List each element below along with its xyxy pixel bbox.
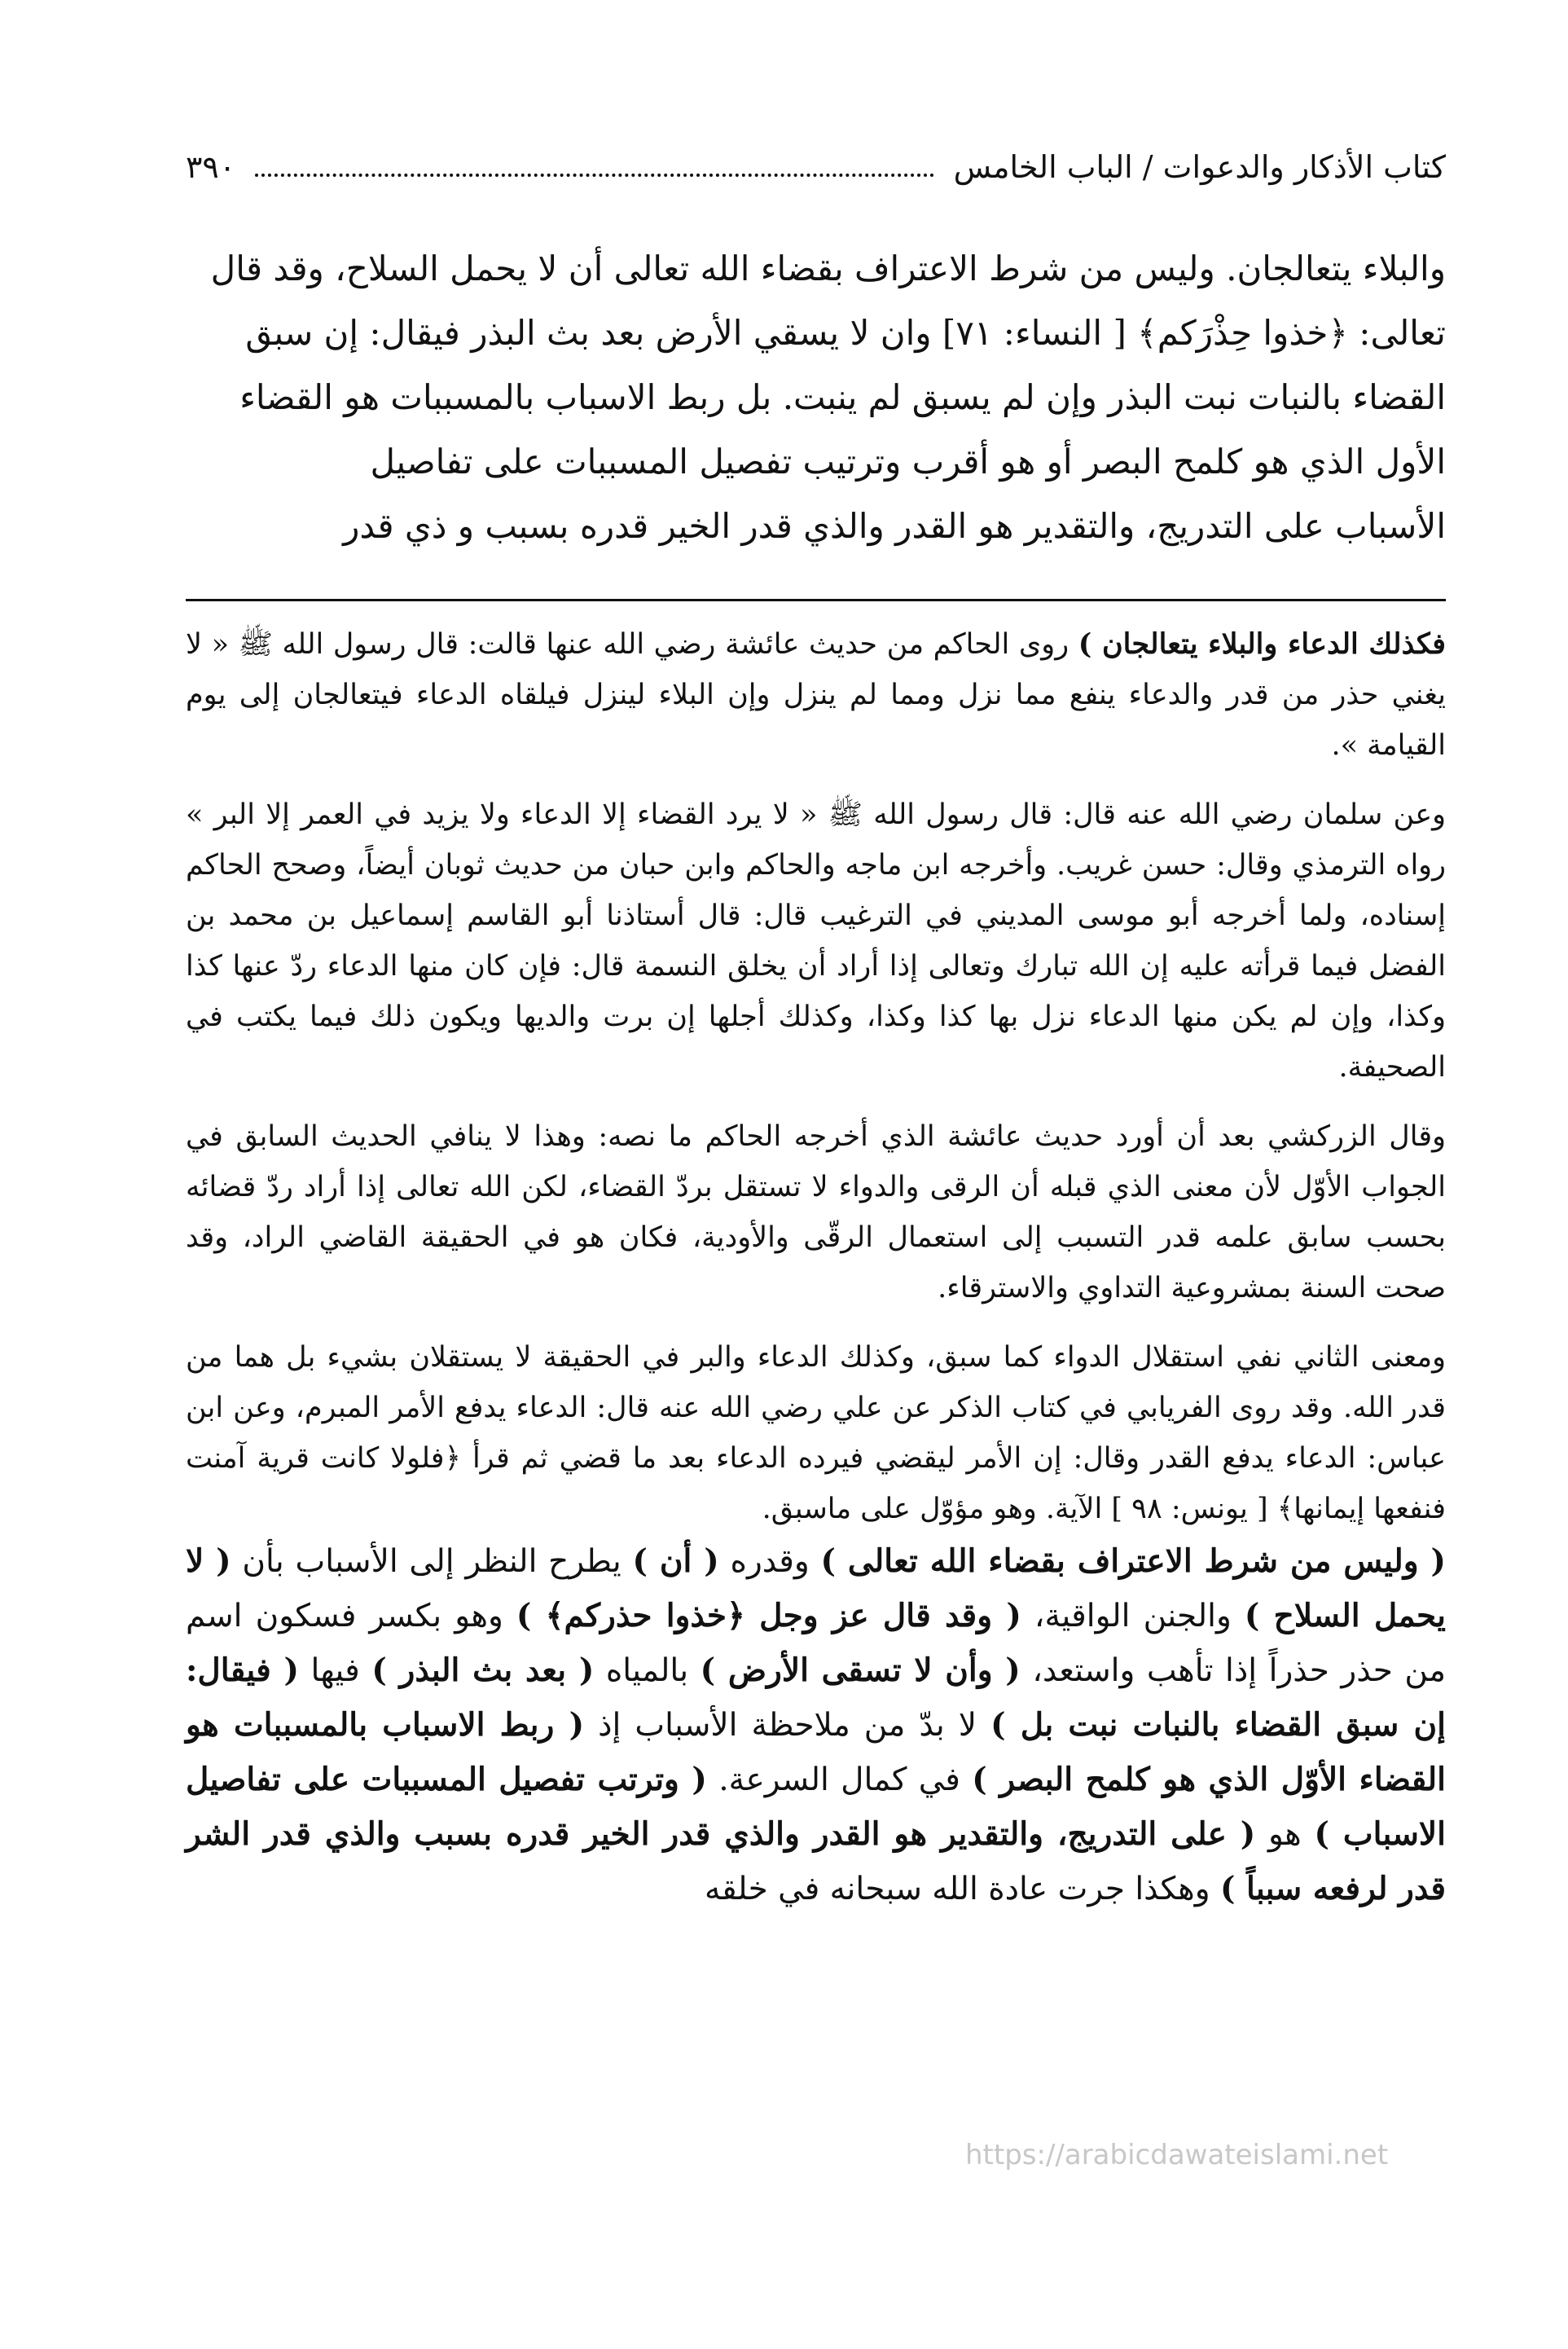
- commentary-note-paragraph: [186, 1534, 1446, 1916]
- explanatory-text: وهو بكسر فسكون اسم من حذر حذراً إذا تأهب واستعد،: [186, 1598, 1446, 1689]
- main-text-line: القضاء بالنبات نبت البذر وإن لم يسبق لم ينبت. بل ربط الاسباب بالمسببات هو القضاء: [239, 377, 1446, 417]
- running-title: كتاب الأذكار والدعوات / الباب الخامس: [953, 149, 1446, 185]
- second-meaning-paragraph: ومعنى الثاني نفي استقلال الدواء كما سبق، وكذلك الدعاء والبر في الحقيقة لا يستقلان بشيء بل هما من قدر الله. وقد روى الفريابي في كتاب الذكر عن علي رضي الله عنه قال: الدعاء يدفع الأمر المبرم، وعن ابن عباس: الدعاء يدفع القدر وقال: إن الأمر ليقضي فيرده الدعاء بعد ما قضي ثم قرأ ﴿فلولا كانت قرية آمنت فنفعها إيمانها﴾ [ يونس: ٩٨ ] الآية. وهو مؤوّل على ماسبق.: [186, 1341, 1446, 1525]
- main-text: [187, 236, 1446, 558]
- explanatory-text: لا بدّ من ملاحظة الأسباب إذ: [584, 1707, 977, 1744]
- explanatory-text: والجنن الواقية،: [1021, 1598, 1232, 1634]
- hadith-salman-paragraph: وعن سلمان رضي الله عنه قال: قال رسول الله ﷺ « لا يرد القضاء إلا الدعاء ولا يزيد في العمر إلا البر » رواه الترمذي وقال: حسن غريب. وأخرجه ابن ماجه والحاكم وابن حبان من حديث ثوبان أيضاً، وصحح الحاكم إسناده، ولما أخرجه أبو موسى المديني في الترغيب قال: قال أستاذنا أبو القاسم إسماعيل بن محمد بن الفضل فيما قرأته عليه إن الله تبارك وتعالى إذا أراد أن يخلق النسمة قال: فإن كان منها الدعاء ردّ عنها كذا وكذا، وإن لم يكن منها الدعاء نزل بها كذا وكذا، وكذلك أجلها إن برت والديها ويكون ذلك فيما يكتب في الصحيفة.: [186, 798, 1446, 1084]
- hadith-aisha-paragraph: [186, 619, 1446, 771]
- explanatory-text: وقدره: [718, 1543, 810, 1580]
- quoted-text: ( لا يحمل السلاح ): [186, 1542, 1446, 1634]
- explanatory-text: يطرح النظر إلى الأسباب بأن: [231, 1543, 621, 1580]
- quoted-text: ( أن ): [632, 1542, 719, 1580]
- quoted-text: ( وقد قال عز وجل ﴿خذوا حذركم﴾ ): [516, 1597, 1021, 1634]
- explanatory-text: وهكذا جرت عادة الله سبحانه في خلقه: [705, 1871, 1210, 1907]
- main-text-line: الأول الذي هو كلمح البصر أو هو أقرب وترتيب تفصيل المسببات على تفاصيل: [370, 442, 1446, 482]
- page-number: ٣٩٠: [186, 149, 236, 185]
- zarkashi-paragraph: وقال الزركشي بعد أن أورد حديث عائشة الذي أخرجه الحاكم ما نصه: وهذا لا ينافي الحديث السابق في الجواب الأوّل لأن معنى الذي قبله أن الرقى والدواء لا تستقل بردّ القضاء، لكن الله تعالى إذا أراد ردّ قضائه بحسب سابق علمه قدر التسبب إلى استعمال الرقّى والأودية، فكان هو في الحقيقة القاضي الراد، وقد صحت السنة بمشروعية التداوي والاسترقاء.: [186, 1120, 1446, 1304]
- section-divider: [186, 599, 1446, 601]
- quoted-text: ( ربط الاسباب بالمسببات هو القضاء الأوّل الذي هو كلمح البصر ): [186, 1706, 1447, 1798]
- quoted-text: ( فيقال: إن سبق القضاء بالنبات نبت بل ): [186, 1652, 1446, 1744]
- quoted-text: ( وليس من شرط الاعتراف بقضاء الله تعالى ): [820, 1542, 1446, 1580]
- explanatory-text: هو: [1255, 1816, 1302, 1853]
- main-text-line: والبلاء يتعالجان. وليس من شرط الاعتراف بقضاء الله تعالى أن لا يحمل السلاح، وقد قال: [210, 249, 1446, 288]
- header-dotted-leader: [255, 174, 933, 177]
- quoted-text: ( وترتب تفصيل المسببات على تفاصيل الاسباب ): [186, 1761, 1446, 1853]
- website-watermark: https://arabicdawateislami.net: [965, 2139, 1389, 2171]
- commentary-heading: فكذلك الدعاء والبلاء يتعالجان ): [1078, 627, 1447, 661]
- quoted-text: ( بعد بث البذر ): [371, 1652, 595, 1689]
- explanatory-text: في كمال السرعة.: [706, 1762, 960, 1798]
- quoted-text: ( وأن لا تسقى الأرض ): [700, 1652, 1021, 1689]
- quoted-text: ( على التدريج، والتقدير هو القدر والذي قدر الخير قدره بسبب والذي قدر الشر قدر لرفعه سبباً ): [186, 1815, 1446, 1907]
- main-text-line: الأسباب على التدريج، والتقدير هو القدر والذي قدر الخير قدره بسبب و ذي قدر: [343, 506, 1446, 546]
- page-header: [186, 139, 1446, 196]
- commentary-section: [186, 619, 1446, 1916]
- explanatory-text: فيها: [298, 1652, 360, 1689]
- main-text-line: تعالى: ﴿خذوا حِذْرَكم﴾ [ النساء: ٧١] وان لا يسقي الأرض بعد بث البذر فيقال: إن سبق: [245, 313, 1446, 353]
- paragraph-text: روى الحاكم من حديث عائشة رضي الله عنها قالت: قال رسول الله ﷺ « لا يغني حذر من قدر والدعاء ينفع مما نزل ومما لم ينزل وإن البلاء لينزل فيلقاه الدعاء فيتعالجان إلى يوم القيامة ».: [186, 628, 1446, 762]
- explanatory-text: بالمياه: [594, 1652, 689, 1689]
